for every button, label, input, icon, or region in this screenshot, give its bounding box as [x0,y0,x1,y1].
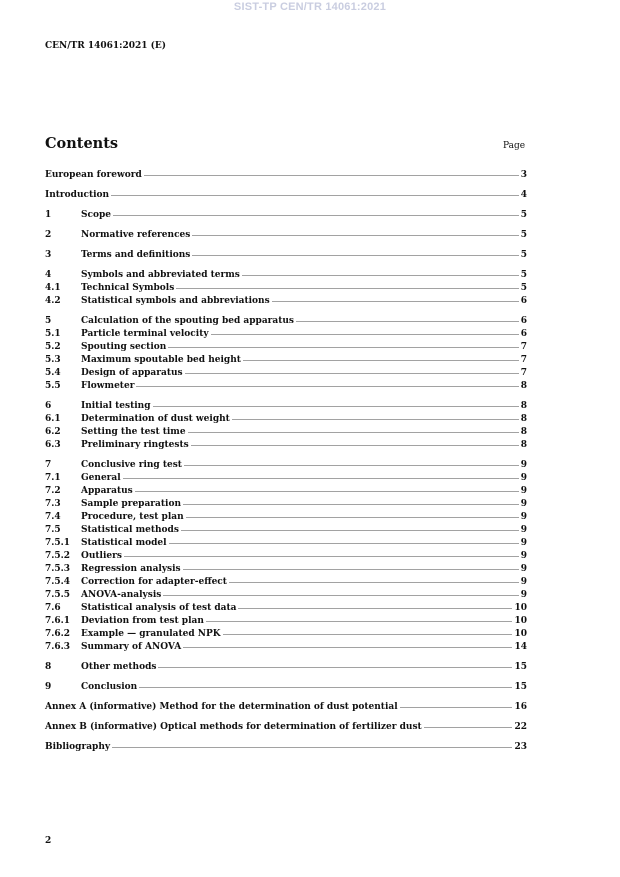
toc-entry-page: 5 [520,283,527,293]
dot-leader [400,706,513,709]
dot-leader [223,633,513,636]
toc-entry[interactable] [45,741,527,754]
dot-leader [188,431,519,434]
toc-entry[interactable] [45,354,527,367]
toc-entry-title: Terms and definitions [81,250,191,260]
toc-entry-number: 4.2 [45,296,61,306]
dot-leader [192,254,518,257]
toc-entry-number: 6.3 [45,440,61,450]
dot-leader [191,444,519,447]
toc-entry-title: Statistical model [81,538,167,548]
toc-entry[interactable] [45,328,527,341]
page-number: 2 [45,836,52,846]
toc-entry[interactable] [45,485,527,498]
toc-entry[interactable] [45,589,527,602]
toc-entry[interactable] [45,367,527,380]
toc-entry[interactable] [45,628,527,641]
toc-entry-title: Sample preparation [81,499,182,509]
toc-entry-page: 8 [520,440,527,450]
toc-entry-title: Maximum spoutable bed height [81,355,241,365]
toc-entry-number: 8 [45,662,52,672]
toc-entry-page: 9 [520,473,527,483]
toc-entry-page: 7 [520,342,527,352]
toc-entry-title: Calculation of the spouting bed apparatus [81,316,294,326]
toc-entry-page: 4 [520,190,527,200]
dot-leader [185,372,519,375]
toc-entry-page: 8 [520,427,527,437]
toc-entry[interactable] [45,511,527,524]
toc-entry-title: Particle terminal velocity [81,329,209,339]
toc-entry-page: 3 [520,170,527,180]
toc-entry-title: Summary of ANOVA [81,642,182,652]
dot-leader [111,194,519,197]
toc-entry[interactable] [45,563,527,576]
dot-leader [124,555,519,558]
toc-entry-number: 2 [45,230,52,240]
toc-entry-page: 9 [520,551,527,561]
toc-entry-page: 7 [520,355,527,365]
toc-entry-page: 5 [520,250,527,260]
toc-entry-page: 9 [520,590,527,600]
dot-leader [169,542,519,545]
toc-entry-page: 10 [514,616,527,626]
toc-entry-number: 7.2 [45,486,61,496]
toc-entry-title: Introduction [45,190,110,200]
dot-leader [144,174,519,177]
dot-leader [186,516,519,519]
toc-entry[interactable] [45,295,527,308]
dot-leader [243,359,519,362]
toc-entry-page: 9 [520,486,527,496]
toc-entry[interactable] [45,550,527,563]
toc-entry-page: 9 [520,525,527,535]
toc-entry-page: 9 [520,564,527,574]
dot-leader [184,464,519,467]
toc-entry-title: Annex A (informative) Method for the determination of dust potential [45,702,398,712]
toc-entry-title: Initial testing [81,401,151,411]
toc-entry-title: Design of apparatus [81,368,183,378]
toc-entry-page: 9 [520,538,527,548]
toc-entry[interactable] [45,661,527,674]
dot-leader [242,274,519,277]
toc-entry-page: 6 [520,329,527,339]
toc-entry-title: Regression analysis [81,564,181,574]
dot-leader [238,607,512,610]
toc-entry-number: 5.3 [45,355,61,365]
toc-entry-page: 7 [520,368,527,378]
toc-entry-page: 9 [520,577,527,587]
toc-entry-title: European foreword [45,170,142,180]
toc-entry-number: 5.1 [45,329,61,339]
toc-entry-title: Conclusion [81,682,138,692]
page-column-label: Page [503,141,526,151]
toc-entry-number: 7.4 [45,512,61,522]
toc-entry[interactable] [45,229,527,242]
toc-entry-number: 1 [45,210,52,220]
toc-entry-page: 6 [520,296,527,306]
table-of-contents [45,169,527,754]
toc-entry-title: Correction for adapter-effect [81,577,227,587]
toc-entry-title: Statistical symbols and abbreviations [81,296,270,306]
toc-entry-page: 22 [514,722,527,732]
toc-entry-title: Conclusive ring test [81,460,182,470]
toc-entry[interactable] [45,269,527,282]
toc-entry-page: 8 [520,414,527,424]
toc-entry-page: 9 [520,460,527,470]
toc-entry-number: 7.5.5 [45,590,71,600]
toc-entry-number: 4.1 [45,283,61,293]
dot-leader [183,646,512,649]
toc-entry-title: Technical Symbols [81,283,175,293]
toc-entry-title: Spouting section [81,342,167,352]
toc-entry[interactable] [45,498,527,511]
dot-leader [123,477,519,480]
toc-entry[interactable] [45,282,527,295]
toc-entry[interactable] [45,602,527,615]
toc-entry[interactable] [45,721,527,734]
dot-leader [136,385,518,388]
toc-entry-page: 16 [514,702,527,712]
toc-entry-title: General [81,473,121,483]
toc-entry[interactable] [45,249,527,262]
toc-entry-title: Preliminary ringtests [81,440,189,450]
toc-entry-title: Normative references [81,230,191,240]
toc-entry-number: 6 [45,401,52,411]
toc-entry[interactable] [45,576,527,589]
toc-entry-number: 7.5.3 [45,564,71,574]
toc-entry[interactable] [45,615,527,628]
toc-entry-number: 5.2 [45,342,61,352]
watermark: SIST-TP CEN/TR 14061:2021 [233,1,387,13]
toc-entry-number: 5 [45,316,52,326]
toc-entry[interactable] [45,701,527,714]
dot-leader [163,594,518,597]
dot-leader [168,346,518,349]
toc-entry-title: Determination of dust weight [81,414,230,424]
toc-entry[interactable] [45,400,527,413]
toc-entry-number: 7.5 [45,525,61,535]
toc-entry-number: 7.1 [45,473,61,483]
toc-entry[interactable] [45,459,527,472]
document-id: CEN/TR 14061:2021 (E) [45,41,167,51]
dot-leader [272,300,519,303]
toc-entry-title: Scope [81,210,112,220]
toc-entry-number: 7.5.1 [45,538,71,548]
dot-leader [229,581,519,584]
toc-entry-title: Other methods [81,662,157,672]
toc-entry-title: Flowmeter [81,381,135,391]
dot-leader [183,568,519,571]
dot-leader [183,503,519,506]
toc-entry-number: 5.4 [45,368,61,378]
toc-entry-number: 5.5 [45,381,61,391]
toc-entry[interactable] [45,641,527,654]
toc-entry-number: 7.6.2 [45,629,71,639]
toc-entry-page: 5 [520,210,527,220]
dot-leader [176,287,518,290]
dot-leader [211,333,519,336]
dot-leader [153,405,519,408]
dot-leader [206,620,513,623]
toc-entry-number: 7.6.3 [45,642,71,652]
dot-leader [158,666,512,669]
toc-entry[interactable] [45,537,527,550]
toc-entry-page: 6 [520,316,527,326]
toc-entry[interactable] [45,524,527,537]
dot-leader [139,686,512,689]
toc-entry[interactable] [45,439,527,452]
toc-entry-number: 6.1 [45,414,61,424]
toc-entry-page: 10 [514,603,527,613]
toc-entry[interactable] [45,189,527,202]
toc-entry-number: 7.6 [45,603,61,613]
toc-entry[interactable] [45,380,527,393]
toc-entry-title: Bibliography [45,742,111,752]
toc-entry-title: Statistical analysis of test data [81,603,237,613]
toc-entry-page: 15 [514,662,527,672]
toc-entry-title: Apparatus [81,486,133,496]
toc-entry-page: 5 [520,230,527,240]
toc-entry-title: Example — granulated NPK [81,629,221,639]
toc-entry-title: Setting the test time [81,427,186,437]
toc-entry-page: 8 [520,401,527,411]
toc-entry-page: 14 [514,642,527,652]
toc-entry-page: 23 [514,742,527,752]
toc-entry-number: 9 [45,682,52,692]
toc-entry[interactable] [45,681,527,694]
toc-entry[interactable] [45,209,527,222]
contents-title: Contents [45,135,119,152]
toc-entry[interactable] [45,413,527,426]
toc-entry[interactable] [45,472,527,485]
toc-entry-number: 6.2 [45,427,61,437]
dot-leader [232,418,519,421]
dot-leader [113,214,519,217]
dot-leader [296,320,519,323]
toc-entry[interactable] [45,169,527,182]
toc-entry-page: 9 [520,512,527,522]
toc-entry-title: ANOVA-analysis [81,590,162,600]
toc-entry-number: 7.5.2 [45,551,71,561]
toc-entry[interactable] [45,426,527,439]
dot-leader [192,234,518,237]
toc-entry-page: 5 [520,270,527,280]
toc-entry-number: 7.5.4 [45,577,71,587]
dot-leader [112,746,512,749]
toc-entry-title: Annex B (informative) Optical methods for determination of fertilizer dust [45,722,422,732]
toc-entry-title: Outliers [81,551,122,561]
toc-entry-title: Statistical methods [81,525,179,535]
toc-entry[interactable] [45,315,527,328]
toc-entry-number: 4 [45,270,52,280]
dot-leader [424,726,513,729]
toc-entry-number: 7 [45,460,52,470]
dot-leader [181,529,519,532]
toc-entry-page: 9 [520,499,527,509]
toc-entry-page: 8 [520,381,527,391]
toc-entry-page: 15 [514,682,527,692]
toc-entry-number: 3 [45,250,52,260]
toc-entry-number: 7.6.1 [45,616,71,626]
toc-entry-title: Procedure, test plan [81,512,184,522]
dot-leader [135,490,519,493]
toc-entry-title: Deviation from test plan [81,616,204,626]
toc-entry[interactable] [45,341,527,354]
toc-entry-title: Symbols and abbreviated terms [81,270,240,280]
toc-entry-page: 10 [514,629,527,639]
toc-entry-number: 7.3 [45,499,61,509]
